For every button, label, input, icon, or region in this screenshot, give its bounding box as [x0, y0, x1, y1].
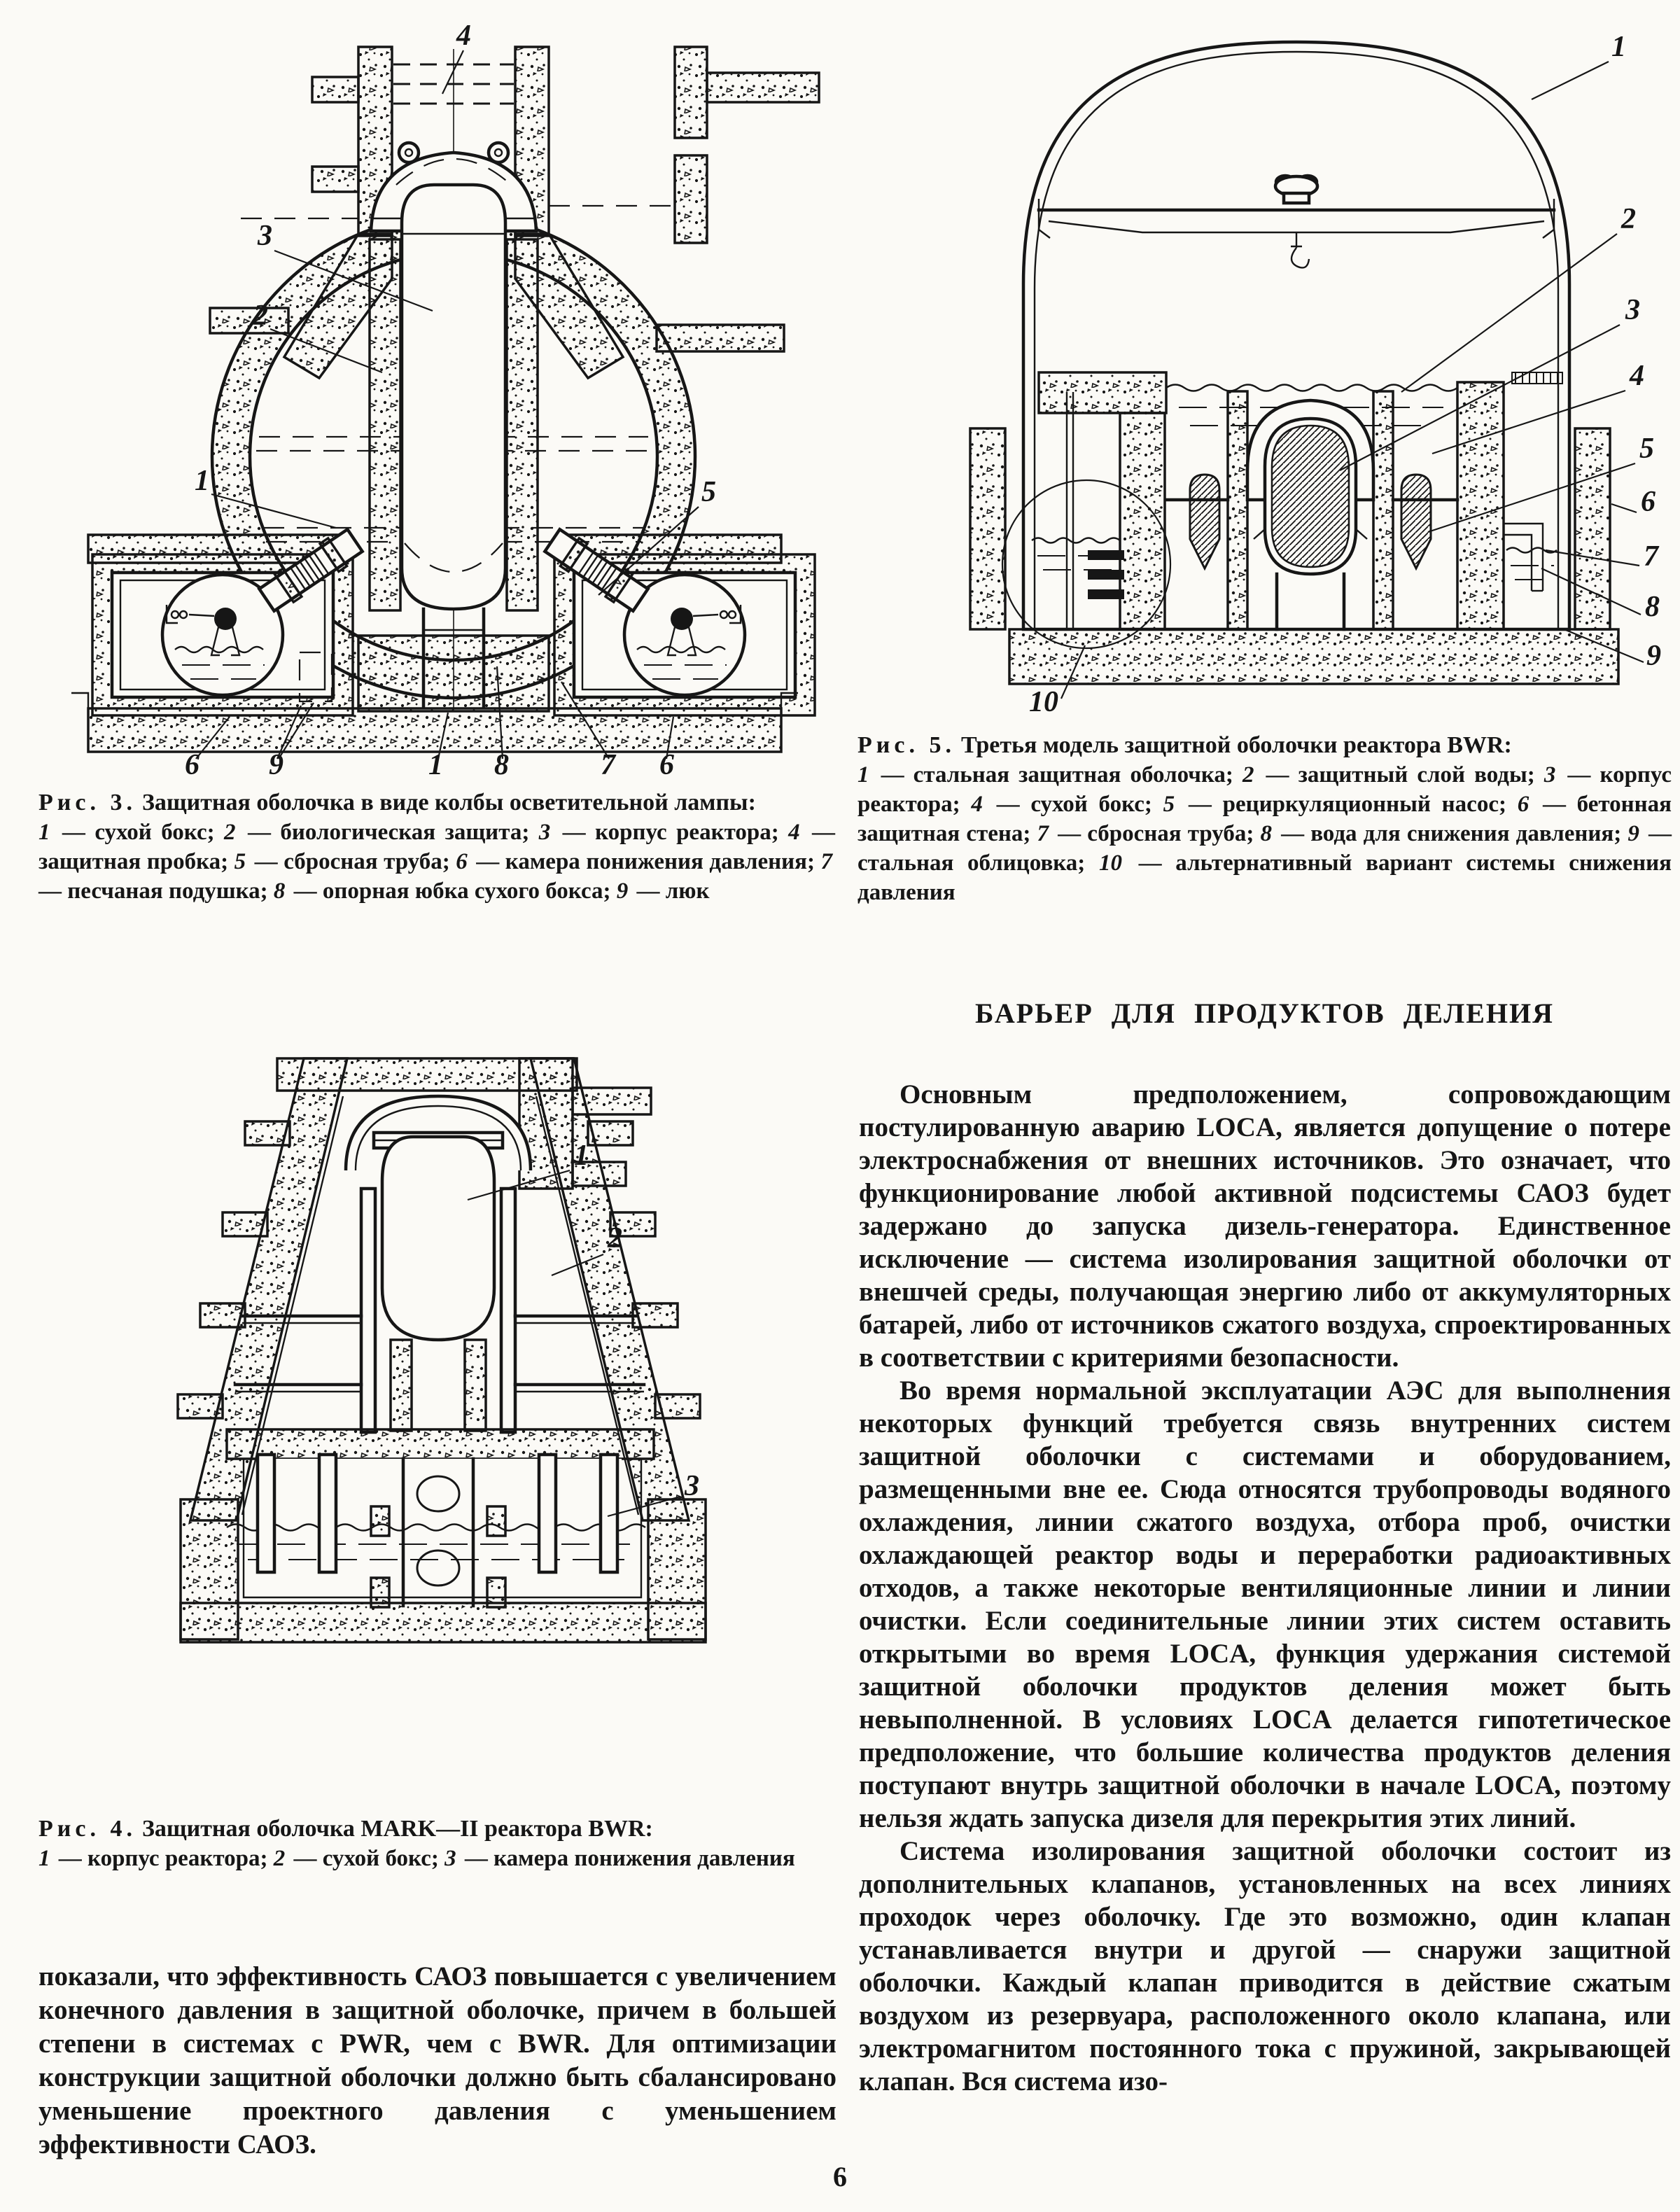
figure-label: 2: [1621, 203, 1636, 235]
figure-5-caption: [858, 731, 1672, 907]
figure-5-legend: [858, 760, 1672, 907]
legend-item: 2 — сухой бокс;: [273, 1846, 439, 1871]
legend-item: 1 — стальная защитная оболочка;: [858, 762, 1233, 788]
figure-label: 9: [1646, 640, 1661, 672]
figure-label: 7: [601, 749, 615, 778]
legend-item: 6 — камера понижения давления;: [456, 849, 816, 874]
legend-item: 7 — песчаная подушка;: [38, 849, 833, 904]
figure-3-bulb-containment-drawing: [42, 8, 826, 778]
figure-label: 6: [185, 749, 200, 778]
legend-item: 9 — люк: [616, 878, 710, 904]
figure-label: 4: [1630, 360, 1644, 392]
figure-label: 8: [494, 749, 509, 778]
paragraph: показали, что эффективность САОЗ повышается с увеличением конечного давления в защитной оболочке, причем в большей степени в системах с PWR, чем с BWR. Для оптимизации конструкции защитной оболочки должно быть сбалансировано уменьшение проектного давления с уменьшением эффективности САОЗ.: [38, 1961, 836, 2160]
figure-5-bwr-third-model-drawing: [911, 10, 1667, 724]
figure-label: 4: [456, 20, 471, 52]
figure-label: 7: [1644, 540, 1658, 573]
figure-4-mark2-containment-drawing: [160, 1037, 727, 1783]
figure-3-caption: [38, 788, 835, 906]
figure-3-caption-title: Рис. 3. Защитная оболочка в виде колбы осветительной лампы:: [38, 790, 756, 816]
figure-label: 6: [659, 749, 674, 778]
pedestal-and-diaphragm: [227, 1340, 654, 1607]
legend-item: 2 — защитный слой воды;: [1242, 762, 1535, 788]
figure-label: 1: [1611, 31, 1626, 63]
figure-label: 10: [1029, 686, 1058, 718]
legend-item: 3 — камера понижения давления: [444, 1846, 795, 1871]
legend-item: 10 — альтернативный вариант системы снижения давления: [858, 850, 1672, 905]
right-column-text: [859, 1078, 1671, 2098]
section-heading: БАРЬЕР ДЛЯ ПРОДУКТОВ ДЕЛЕНИЯ: [974, 997, 1555, 1029]
reactor-vessel: [361, 1133, 515, 1432]
figure-label: 5: [1639, 433, 1654, 465]
foundation: [1009, 629, 1618, 684]
figure-label: 2: [253, 300, 268, 332]
figure-label: 6: [1641, 486, 1656, 518]
figure-3-number: Рис. 3.: [38, 790, 136, 816]
figure-label: 3: [1625, 294, 1640, 326]
figure-label: 1: [195, 465, 209, 497]
legend-item: 2 — биологическая защита;: [224, 820, 530, 845]
figure-5-caption-title: Рис. 5. Третья модель защитной оболочки реактора BWR:: [858, 732, 1512, 758]
legend-item: 5 — сбросная труба;: [234, 849, 450, 874]
figure-3-legend: [38, 818, 835, 906]
legend-item: 7 — сбросная труба;: [1037, 821, 1254, 846]
paragraph: Основным предположением, сопровождающим постулированную аварию LOCA, является допущение о потере электроснабжения от внешних источников. Это означает, что функционирование любой активной подсистемы САОЗ будет задержано до запуска дизель-генератора. Единственное исключение — система изолирования защитной оболочки от внешчей среды, получающая энергию либо от аккумуляторных батарей, либо от источников сжатого воздуха, спроектированных в соответствии с критериями безопасности.: [859, 1079, 1671, 1373]
figure-label: 3: [685, 1470, 699, 1502]
legend-item: 8 — опорная юбка сухого бокса;: [273, 878, 611, 904]
figure-label: 2: [608, 1222, 622, 1254]
figure-label: 8: [1645, 591, 1660, 623]
paragraph: Во время нормальной эксплуатации АЭС для выполнения некоторых функций требуется связь внутренних систем защитной оболочки с системами и оборудованием, размещенными вне ее. Сюда относятся трубопроводы водяного охлаждения, линии сжатого воздуха, отбора проб, очистки охлаждающей реактор воды и переработки радиоактивных отходов, а также некоторые вентиляционные линии и линии очистки. Если соединительные линии этих систем оставить открытыми во время LOCA, функция удержания системой защитной оболочки продуктов деления может быть невыполненной. В условиях LOCA делается гипотетическое предположение, что большие количества продуктов деления поступают внутрь защитной оболочки в начале LOCA, поэтому нельзя ждать запуска дизеля для перекрытия этих линий.: [859, 1376, 1671, 1833]
legend-item: 6 — бетонная защитная стена;: [858, 792, 1672, 846]
left-column-text: [38, 1960, 836, 2162]
figure-label: 1: [574, 1140, 589, 1172]
legend-item: 1 — сухой бокс;: [38, 820, 215, 845]
figure-4-legend: [38, 1844, 835, 1873]
figure-4-caption: [38, 1814, 835, 1873]
figure-4-caption-title: Рис. 4. Защитная оболочка MARK—II реактора BWR:: [38, 1816, 653, 1842]
figure-label: 1: [428, 749, 443, 778]
figure-label: 3: [258, 220, 272, 252]
figure-label: 9: [269, 749, 284, 778]
legend-item: 9 — стальная облицовка;: [858, 821, 1672, 876]
figure-label: 5: [701, 476, 716, 508]
figure-5-number: Рис. 5.: [858, 732, 955, 758]
legend-item: 4 — защитная пробка;: [38, 820, 836, 874]
legend-item: 8 — вода для снижения давления;: [1260, 821, 1622, 846]
figure-4-number: Рис. 4.: [38, 1816, 136, 1842]
legend-item: 5 — рециркуляционный насос;: [1163, 792, 1506, 817]
legend-item: 1 — корпус реактора;: [38, 1846, 268, 1871]
page-number: 6: [833, 2161, 847, 2192]
paragraph: Система изолирования защитной оболочки состоит из дополнительных клапанов, установленных на всех линиях проходок через оболочку. Где это возможно, один клапан устанавливается внутри и другой — снаружи защитной оболочки. Каждый клапан приводится в действие сжатым воздухом из резервуара, расположенного около клапана, или электромагнитом постоянного тока с пружиной, закрывающей клапан. Вся система изо-: [859, 1836, 1671, 2096]
legend-item: 4 — сухой бокс;: [971, 792, 1152, 817]
legend-item: 3 — корпус реактора;: [538, 820, 779, 845]
legend-item: 3 — корпус реактора;: [858, 762, 1672, 817]
